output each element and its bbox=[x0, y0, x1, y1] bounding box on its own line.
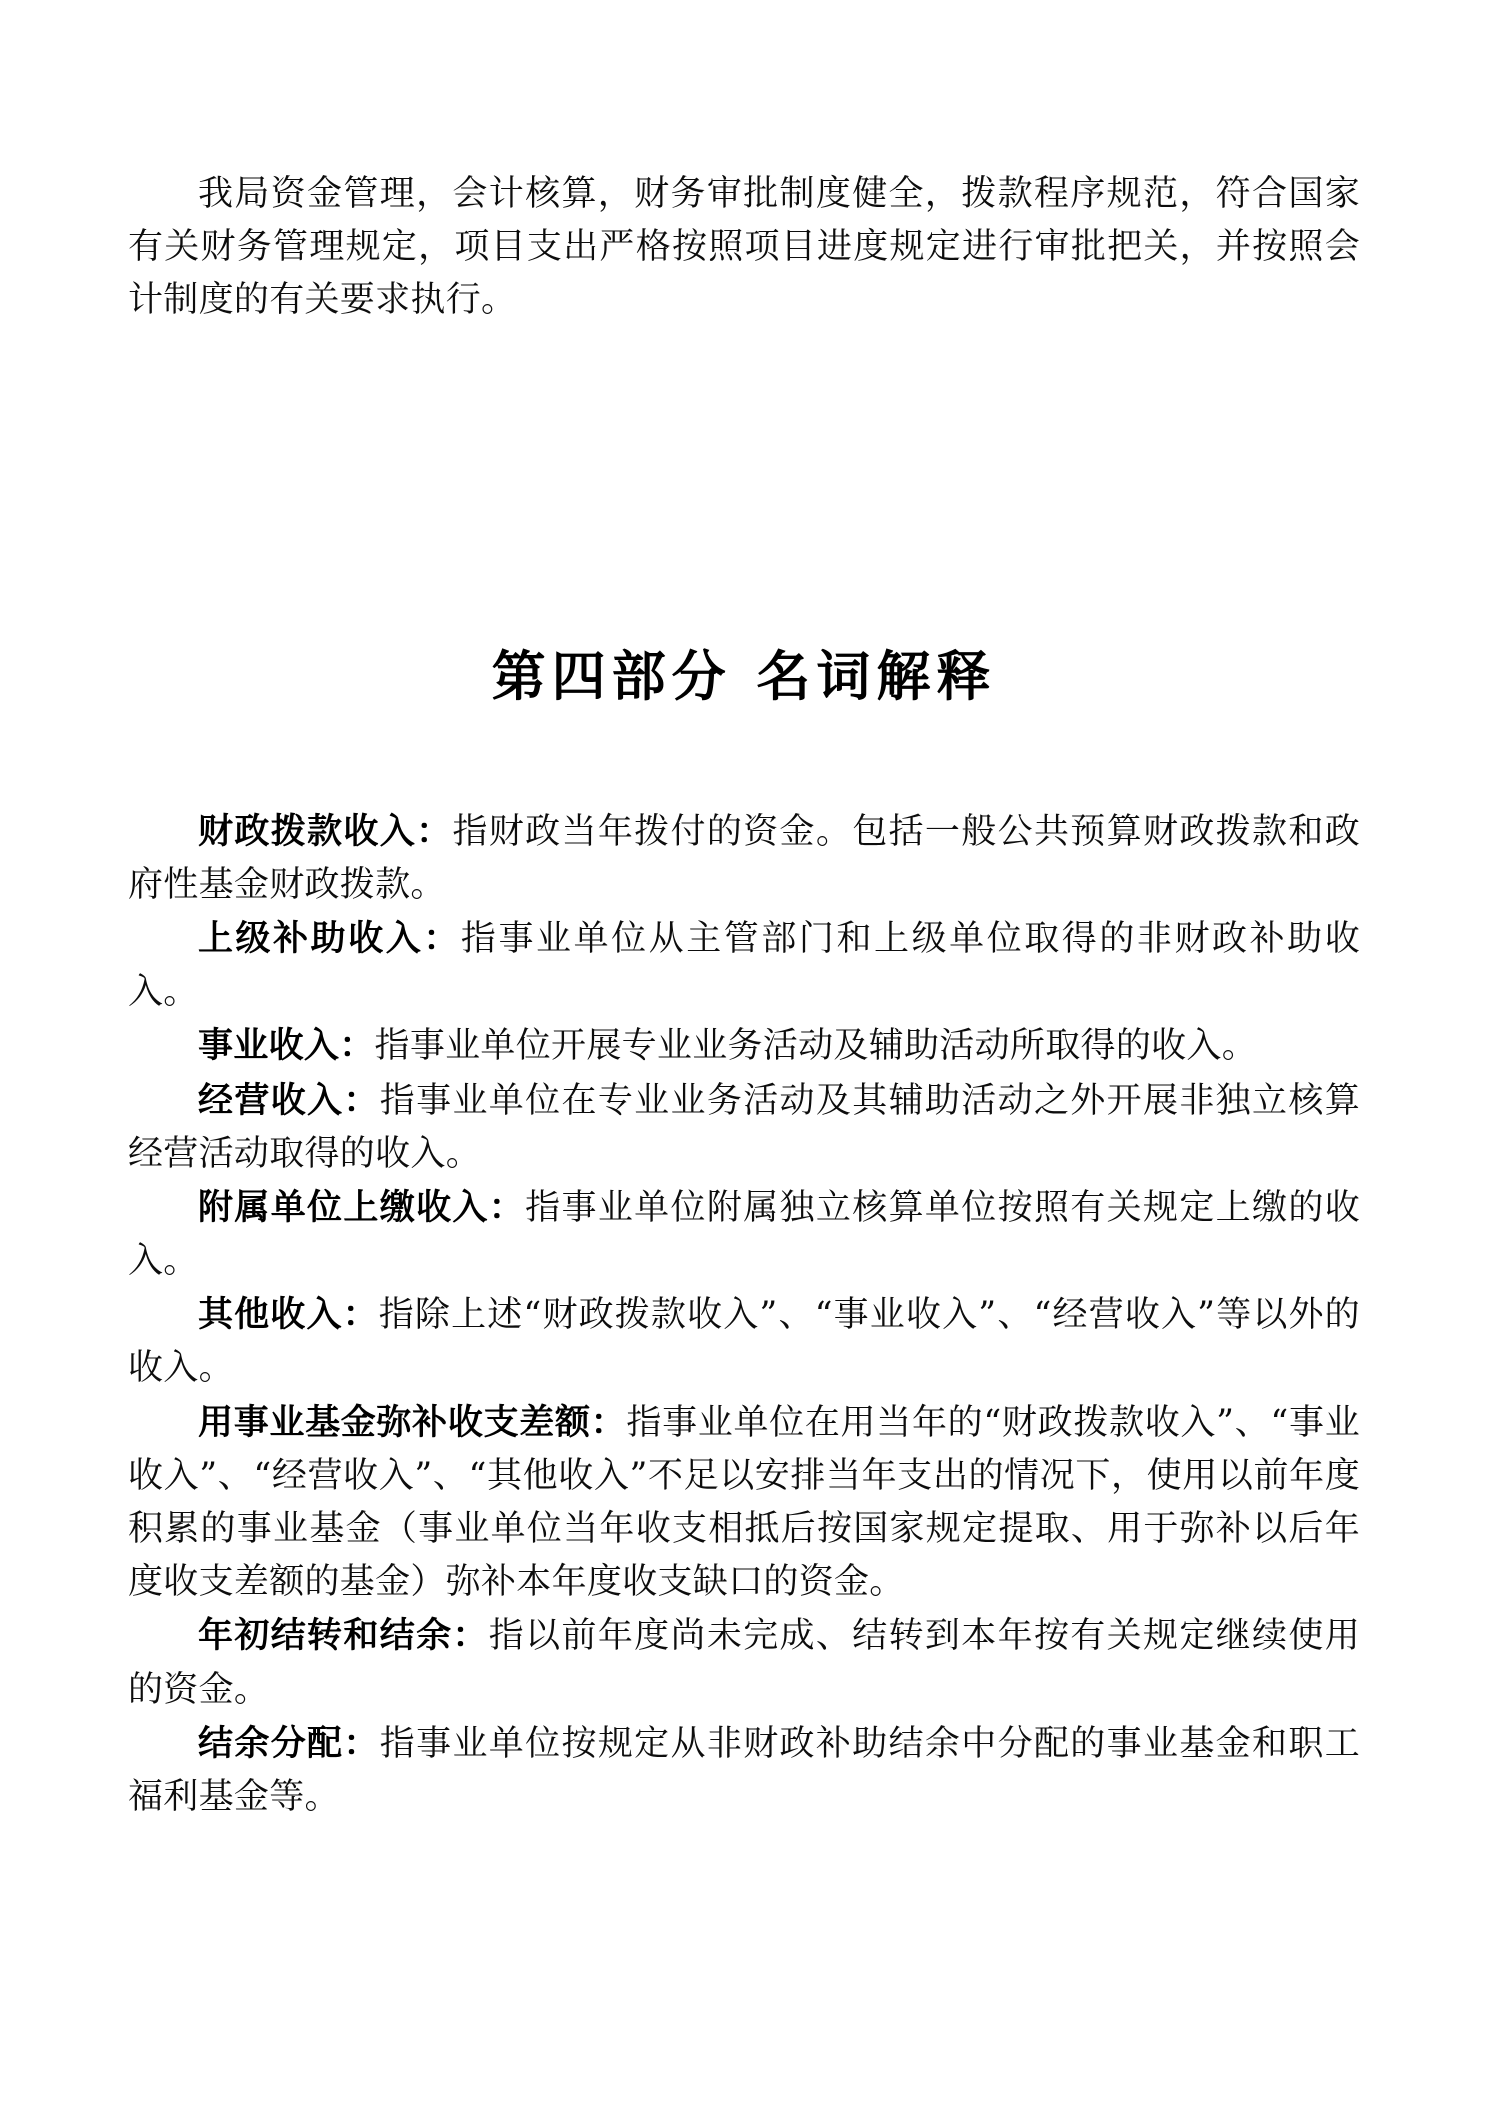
term-separator: ： bbox=[339, 1025, 375, 1067]
term-name: 结余分配 bbox=[198, 1722, 344, 1764]
term-name: 其他收入 bbox=[198, 1294, 343, 1336]
glossary-item bbox=[128, 1396, 1360, 1610]
term-name: 事业收入 bbox=[198, 1025, 340, 1067]
term-name: 用事业基金弥补收支差额 bbox=[198, 1401, 591, 1443]
glossary-item bbox=[128, 1019, 1360, 1073]
glossary-item bbox=[128, 805, 1360, 912]
glossary-item bbox=[128, 1609, 1360, 1716]
term-separator: ： bbox=[343, 1079, 380, 1121]
section-heading-block bbox=[128, 634, 1360, 711]
glossary-list bbox=[128, 805, 1360, 1825]
glossary-item bbox=[128, 1717, 1360, 1824]
term-definition: 指事业单位开展专业业务活动及辅助活动所取得的收入。 bbox=[374, 1026, 1258, 1067]
glossary-item bbox=[128, 1074, 1360, 1181]
term-name: 年初结转和结余 bbox=[198, 1615, 453, 1657]
term-separator: ： bbox=[590, 1401, 627, 1443]
term-definition: 指以前年度尚未完成、结转到本年按有关规定继续使用的资金。 bbox=[128, 1616, 1361, 1710]
term-separator: ： bbox=[343, 1722, 380, 1764]
term-separator: ： bbox=[488, 1186, 526, 1228]
term-definition: 指事业单位在专业业务活动及其辅助活动之外开展非独立核算经营活动取得的收入。 bbox=[128, 1080, 1361, 1174]
term-separator: ： bbox=[342, 1294, 379, 1336]
term-name: 附属单位上缴收入 bbox=[198, 1186, 489, 1228]
glossary-item bbox=[128, 912, 1360, 1019]
term-definition: 指事业单位附属独立核算单位按照有关规定上缴的收入。 bbox=[128, 1187, 1361, 1282]
term-definition: 指事业单位按规定从非财政补助结余中分配的事业基金和职工福利基金等。 bbox=[128, 1723, 1361, 1817]
term-definition: 指财政当年拨付的资金。包括一般公共预算财政拨款和政府性基金财政拨款。 bbox=[128, 811, 1360, 905]
intro-paragraph: 我局资金管理，会计核算，财务审批制度健全，拨款程序规范，符合国家有关财务管理规定，项目支出严格按照项目进度规定进行审批把关，并按照会计制度的有关要求执行。 bbox=[128, 174, 1360, 321]
term-name: 经营收入 bbox=[198, 1079, 344, 1121]
term-separator: ： bbox=[416, 810, 453, 852]
term-separator: ： bbox=[452, 1615, 489, 1657]
term-separator: ： bbox=[423, 917, 461, 959]
term-definition: 指事业单位在用当年的“财政拨款收入”、“事业收入”、“经营收入”、“其他收入”不足以安排当年支出的情况下，使用以前年度积累的事业基金（事业单位当年收支相抵后按国家规定提取、用于弥补以后年度收支差额的基金）弥补本年度收支缺口的资金。 bbox=[128, 1402, 1360, 1603]
term-definition: 指事业单位从主管部门和上级单位取得的非财政补助收入。 bbox=[128, 918, 1360, 1013]
page-content bbox=[128, 0, 1360, 1824]
glossary-item bbox=[128, 1288, 1360, 1395]
term-definition: 指除上述“财政拨款收入”、“事业收入”、“经营收入”等以外的收入。 bbox=[128, 1295, 1360, 1389]
term-name: 上级补助收入 bbox=[198, 917, 424, 959]
intro-section bbox=[128, 168, 1360, 328]
section-title: 第四部分 名词解释 bbox=[491, 643, 997, 708]
glossary-item bbox=[128, 1181, 1360, 1288]
term-name: 财政拨款收入 bbox=[198, 810, 417, 852]
